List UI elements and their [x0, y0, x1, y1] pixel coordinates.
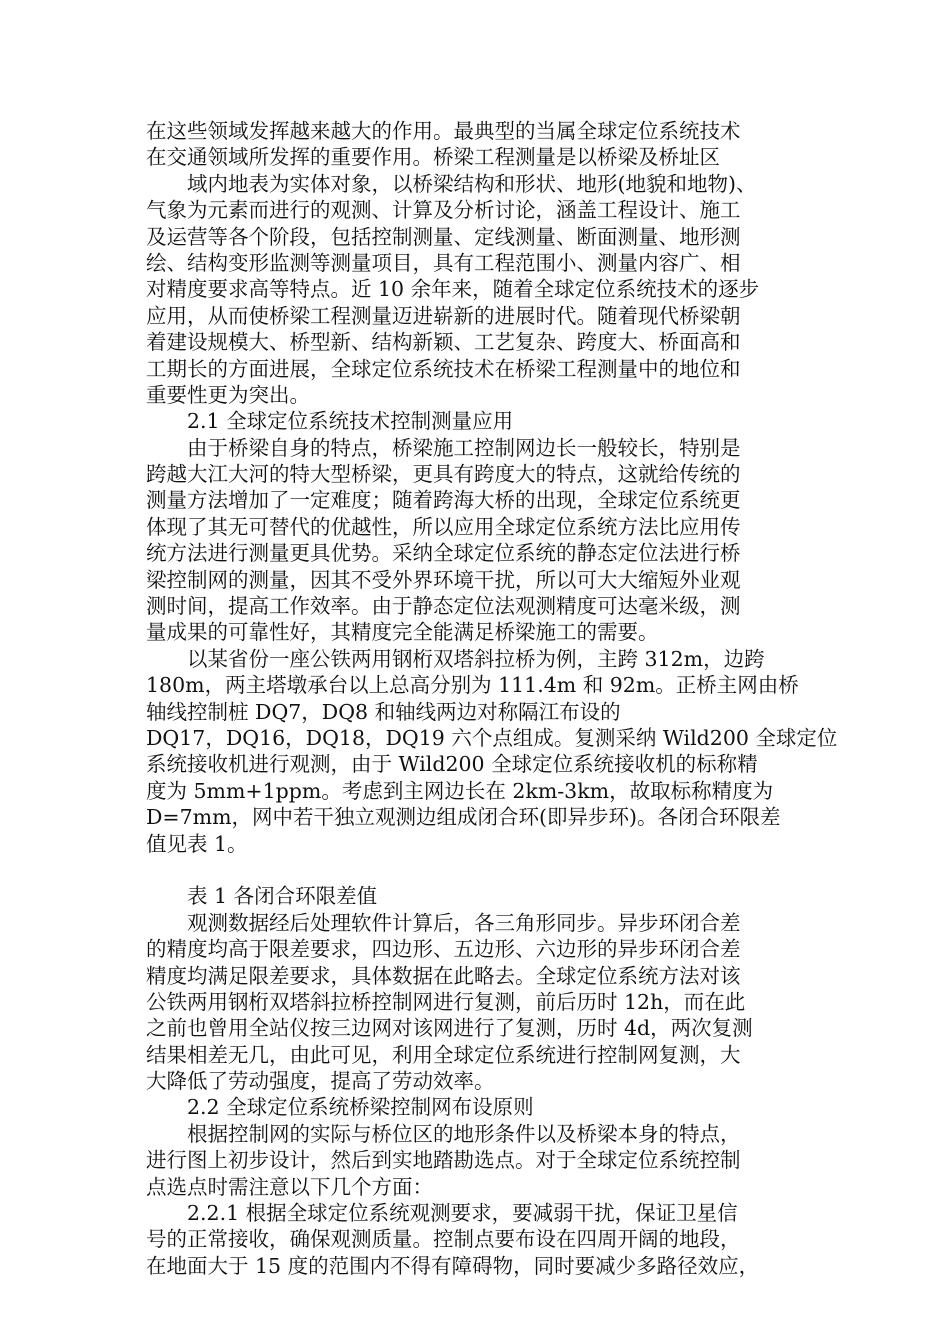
text-line: 180m，两主塔墩承台以上总高分别为 111.4m 和 92m。正桥主网由桥	[146, 673, 799, 698]
section-heading: 2.2 全球定位系统桥梁控制网布设原则	[187, 1095, 534, 1120]
text-line: 跨越大江大河的特大型桥梁，更具有跨度大的特点，这就给传统的	[146, 462, 741, 487]
text-line: 度为 5mm+1ppm。考虑到主网边长在 2km-3km，故取标称精度为	[146, 778, 774, 803]
text-line: 及运营等各个阶段，包括控制测量、定线测量、断面测量、地形测	[146, 224, 741, 249]
text-line: DQ17，DQ16，DQ18，DQ19 六个点组成。复测采纳 Wild200 全球定位	[146, 725, 838, 750]
text-line: 域内地表为实体对象，以桥梁结构和形状、地形(地貌和地物)、	[187, 171, 757, 196]
text-line: 应用，从而使桥梁工程测量迈进崭新的进展时代。随着现代桥梁朝	[146, 303, 741, 328]
text-line: 绘、结构变形监测等测量项目，具有工程范围小、测量内容广、相	[146, 250, 741, 275]
text-line: 体现了其无可替代的优越性，所以应用全球定位系统方法比应用传	[146, 514, 741, 539]
text-line: 的精度均高于限差要求，四边形、五边形、六边形的异步环闭合差	[146, 937, 741, 962]
text-line: 量成果的可靠性好，其精度完全能满足桥梁施工的需要。	[146, 620, 659, 645]
text-line: 点选点时需注意以下几个方面：	[146, 1174, 433, 1199]
section-heading: 2.1 全球定位系统技术控制测量应用	[187, 409, 514, 434]
text-line: 重要性更为突出。	[146, 382, 310, 407]
text-line: 根据控制网的实际与桥位区的地形条件以及桥梁本身的特点，	[187, 1121, 741, 1146]
text-line: 工期长的方面进展，全球定位系统技术在桥梁工程测量中的地位和	[146, 356, 741, 381]
text-line: 测量方法增加了一定难度；随着跨海大桥的出现，全球定位系统更	[146, 488, 741, 513]
text-line: 在地面大于 15 度的范围内不得有障碍物，同时要减少多路径效应，	[146, 1253, 760, 1278]
text-line: 号的正常接收，确保观测质量。控制点要布设在四周开阔的地段，	[146, 1227, 741, 1252]
text-line: D=7mm，网中若干独立观测边组成闭合环(即异步环)。各闭合环限差	[146, 805, 781, 830]
document-body	[146, 118, 838, 1279]
table-caption: 表 1 各闭合环限差值	[187, 884, 378, 909]
text-line: 梁控制网的测量，因其不受外界环境干扰，所以可大大缩短外业观	[146, 567, 741, 592]
text-line: 值见表 1。	[146, 831, 248, 856]
text-line: 大降低了劳动强度，提高了劳动效率。	[146, 1069, 495, 1094]
text-line: 测时间，提高工作效率。由于静态定位法观测精度可达毫米级，测	[146, 594, 741, 619]
text-line: 结果相差无几，由此可见，利用全球定位系统进行控制网复测，大	[146, 1042, 741, 1067]
text-line: 以某省份一座公铁两用钢桁双塔斜拉桥为例，主跨 312m，边跨	[187, 646, 765, 671]
subsection-heading: 2.2.1 根据全球定位系统观测要求，要减弱干扰，保证卫星信	[187, 1201, 738, 1226]
text-line: 公铁两用钢桁双塔斜拉桥控制网进行复测，前后历时 12h，而在此	[146, 989, 746, 1014]
text-line: 轴线控制桩 DQ7，DQ8 和轴线两边对称隔江布设的	[146, 699, 621, 724]
text-line: 在交通领域所发挥的重要作用。桥梁工程测量是以桥梁及桥址区	[146, 145, 720, 170]
text-line: 气象为元素而进行的观测、计算及分析讨论，涵盖工程设计、施工	[146, 198, 741, 223]
text-line: 统方法进行测量更具优势。采纳全球定位系统的静态定位法进行桥	[146, 541, 741, 566]
text-line: 着建设规模大、桥型新、结构新颖、工艺复杂、跨度大、桥面高和	[146, 330, 741, 355]
text-line: 在这些领域发挥越来越大的作用。最典型的当属全球定位系统技术	[146, 119, 741, 143]
text-line: 系统接收机进行观测，由于 Wild200 全球定位系统接收机的标称精	[146, 752, 758, 777]
blank-line	[146, 857, 806, 883]
text-line: 之前也曾用全站仪按三边网对该网进行了复测，历时 4d，两次复测	[146, 1016, 753, 1041]
text-line: 由于桥梁自身的特点，桥梁施工控制网边长一般较长，特别是	[187, 435, 741, 460]
text-line: 观测数据经后处理软件计算后，各三角形同步。异步环闭合差	[187, 910, 741, 935]
text-line: 对精度要求高等特点。近 10 余年来，随着全球定位系统技术的逐步	[146, 277, 760, 302]
text-line: 进行图上初步设计，然后到实地踏勘选点。对于全球定位系统控制	[146, 1148, 741, 1173]
text-line: 精度均满足限差要求，具体数据在此略去。全球定位系统方法对该	[146, 963, 741, 988]
